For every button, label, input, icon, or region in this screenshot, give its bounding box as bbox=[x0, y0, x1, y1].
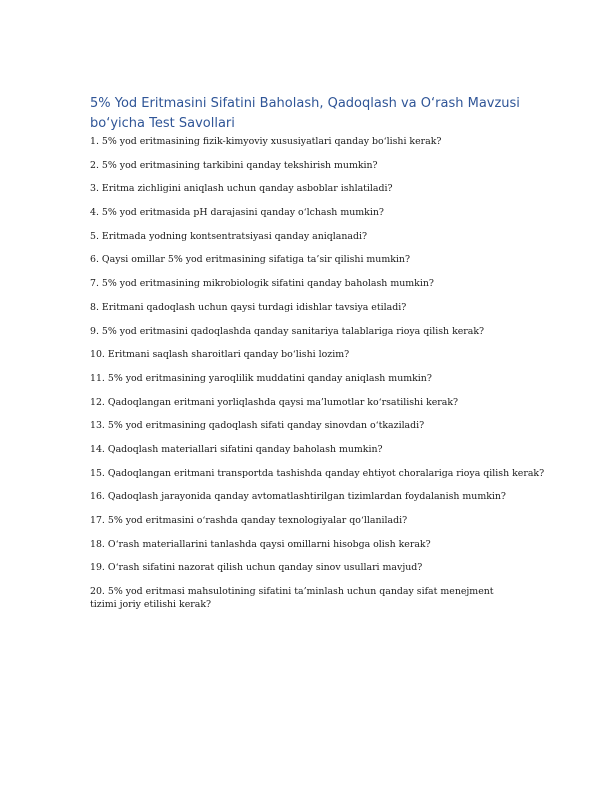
question-list bbox=[90, 135, 545, 611]
document-title: 5% Yod Eritmasini Sifatini Baholash, Qadoqlash va O‘rash Mavzusi bo‘yicha Test Savollari bbox=[90, 96, 520, 131]
question-item: 12. Qadoqlangan eritmani yorliqlashda qaysi ma’lumotlar ko‘rsatilishi kerak? bbox=[90, 396, 459, 408]
question-item: 5. Eritmada yodning kontsentratsiyasi qanday aniqlanadi? bbox=[90, 230, 368, 242]
question-item: 10. Eritmani saqlash sharoitlari qanday bo‘lishi lozim? bbox=[90, 349, 350, 361]
question-item: 1. 5% yod eritmasining fizik-kimyoviy xususiyatlari qanday bo‘lishi kerak? bbox=[90, 136, 442, 147]
question-item: 6. Qaysi omillar 5% yod eritmasining sifatiga ta’sir qilishi mumkin? bbox=[90, 254, 410, 266]
question-item: 11. 5% yod eritmasining yaroqlilik muddatini qanday aniqlash mumkin? bbox=[90, 372, 432, 384]
question-item: 14. Qadoqlash materiallari sifatini qanday baholash mumkin? bbox=[90, 443, 383, 455]
question-item: 17. 5% yod eritmasini o‘rashda qanday texnologiyalar qo‘llaniladi? bbox=[90, 515, 408, 526]
question-item: 2. 5% yod eritmasining tarkibini qanday tekshirish mumkin? bbox=[90, 159, 378, 171]
question-item: 19. O‘rash sifatini nazorat qilish uchun qanday sinov usullari mavjud? bbox=[90, 562, 423, 574]
question-item: 8. Eritmani qadoqlash uchun qaysi turdagi idishlar tavsiya etiladi? bbox=[90, 301, 407, 313]
question-item: 18. O‘rash materiallarini tanlashda qaysi omillarni hisobga olish kerak? bbox=[90, 538, 431, 550]
question-item: 4. 5% yod eritmasida pH darajasini qanday o‘lchash mumkin? bbox=[90, 207, 384, 219]
question-item: 20. 5% yod eritmasi mahsulotining sifatini ta’minlash uchun qanday sifat menejment tizimi joriy etilishi kerak? bbox=[90, 586, 494, 611]
question-item: 15. Qadoqlangan eritmani transportda tashishda qanday ehtiyot choralariga rioya qilish kerak? bbox=[90, 467, 545, 479]
question-item: 13. 5% yod eritmasining qadoqlash sifati qanday sinovdan o‘tkaziladi? bbox=[90, 420, 425, 432]
question-item: 3. Eritma zichligini aniqlash uchun qanday asboblar ishlatiladi? bbox=[90, 183, 393, 195]
question-item: 16. Qadoqlash jarayonida qanday avtomatlashtirilgan tizimlardan foydalanish mumkin? bbox=[90, 491, 506, 503]
question-item: 7. 5% yod eritmasining mikrobiologik sifatini qanday baholash mumkin? bbox=[90, 278, 434, 290]
question-item: 9. 5% yod eritmasini qadoqlashda qanday sanitariya talablariga rioya qilish kerak? bbox=[90, 325, 485, 337]
